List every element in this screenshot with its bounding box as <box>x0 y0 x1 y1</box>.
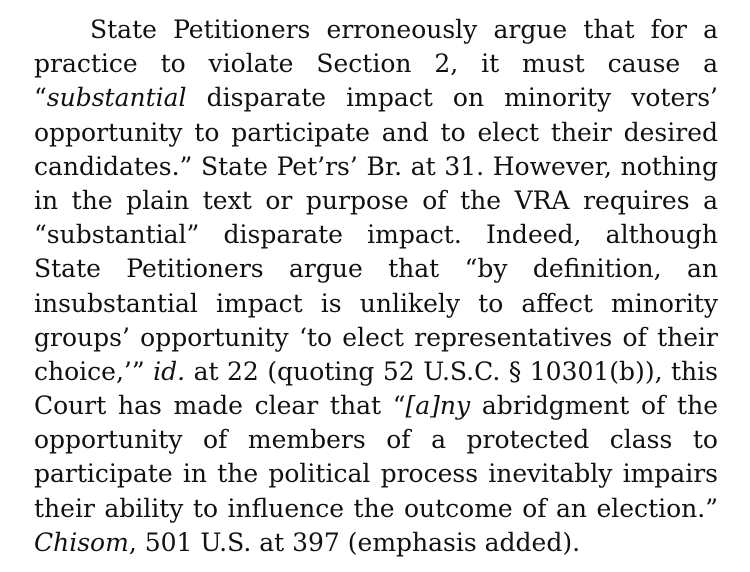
text-segment: opportunity to participate and to elect their desired <box>34 117 718 147</box>
italic-text: id. <box>153 356 186 386</box>
text-segment: State Petitioners erroneously argue that for a <box>90 15 718 44</box>
text-segment: choice,’” <box>34 356 154 386</box>
text-segment: Court has made clear that “ <box>34 391 406 421</box>
text-line <box>34 150 718 184</box>
text-segment: , 501 U.S. at 397 (emphasis added). <box>128 527 581 557</box>
text-line <box>34 184 718 218</box>
text-segment: “substantial” disparate impact. Indeed, although <box>34 220 718 250</box>
text-segment: their ability to influence the outcome of an election.” <box>34 493 718 523</box>
text-line <box>34 252 718 286</box>
text-line <box>34 526 718 560</box>
text-line <box>34 321 718 355</box>
text-segment: insubstantial impact is unlikely to affect minority <box>34 288 718 318</box>
legal-brief-paragraph <box>34 13 718 560</box>
text-segment: abridgment of the <box>470 391 718 421</box>
text-segment: disparate impact on minority voters’ <box>186 83 718 113</box>
text-segment: practice to violate Section 2, it must cause a <box>34 49 718 79</box>
text-line <box>34 287 718 321</box>
text-segment: State Petitioners argue that “by definition, an <box>34 254 718 284</box>
text-segment: “ <box>34 83 47 113</box>
text-line <box>34 116 718 150</box>
text-line <box>34 47 718 81</box>
italic-text: Chisom <box>34 527 129 557</box>
text-line <box>34 355 718 389</box>
text-segment: at 22 (quoting 52 U.S.C. § 10301(b)), this <box>185 356 718 386</box>
text-line <box>34 13 718 47</box>
text-line <box>34 389 718 423</box>
text-segment: opportunity of members of a protected class to <box>34 425 718 455</box>
text-line <box>34 492 718 526</box>
text-segment: groups’ opportunity ‘to elect representatives of their <box>34 322 718 352</box>
text-line <box>34 218 718 252</box>
italic-text: substantial <box>46 83 187 113</box>
text-segment: participate in the political process inevitably impairs <box>34 459 718 489</box>
italic-text: [a]ny <box>405 391 471 421</box>
text-segment: in the plain text or purpose of the VRA requires a <box>34 185 718 215</box>
text-segment: candidates.” State Pet’rs’ Br. at 31. However, nothing <box>34 151 718 181</box>
text-line <box>34 457 718 491</box>
text-line <box>34 423 718 457</box>
text-line <box>34 81 718 115</box>
